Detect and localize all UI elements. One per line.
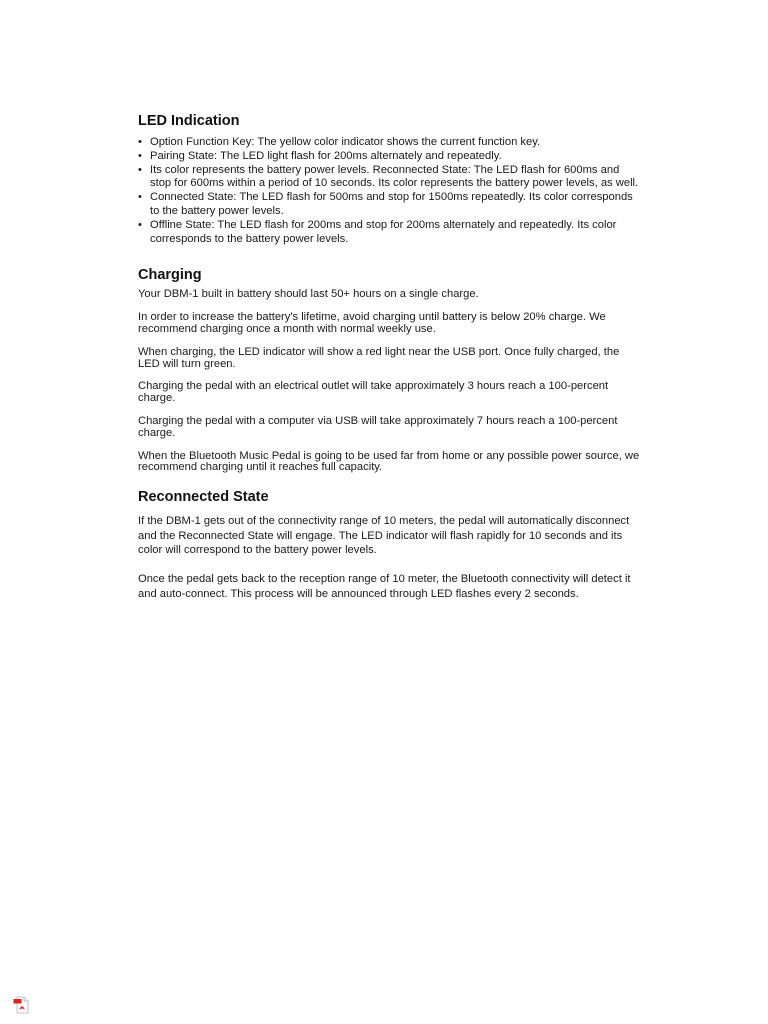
list-item: • Connected State: The LED flash for 500ms and stop for 1500ms repeatedly. Its color corresponds to the battery power levels. xyxy=(138,191,643,219)
pdf-file-icon[interactable] xyxy=(13,996,31,1014)
list-item: • Its color represents the battery power levels. Reconnected State: The LED flash for 600ms and stop for 600ms within a period of 10 seconds. Its color represents the battery power levels, as well. xyxy=(138,164,643,192)
paragraph: Your DBM-1 built in battery should last 50+ hours on a single charge. xyxy=(138,288,479,301)
list-item: • Option Function Key: The yellow color indicator shows the current function key. xyxy=(138,136,643,150)
paragraph: Once the pedal gets back to the reception range of 10 meter, the Bluetooth connectivity will detect it and auto-connect. This process will be announced through LED flashes every 2 seconds. xyxy=(138,572,631,600)
section-charging xyxy=(138,266,643,474)
section-title-reconnected-state: Reconnected State xyxy=(138,489,269,506)
led-indication-list xyxy=(138,136,643,246)
paragraph: Charging the pedal with an electrical outlet will take approximately 3 hours reach a 100-percent charge. xyxy=(138,380,609,405)
document-page xyxy=(138,112,643,615)
section-led-indication xyxy=(138,112,643,246)
section-title-charging: Charging xyxy=(138,267,202,284)
pdf-file-icon-graphic xyxy=(13,996,31,1014)
list-item: • Pairing State: The LED light flash for 200ms alternately and repeatedly. xyxy=(138,150,643,164)
list-item: • Offline State: The LED flash for 200ms and stop for 200ms alternately and repeatedly. Its color corresponds to the battery power levels. xyxy=(138,219,643,247)
section-title-led-indication: LED Indication xyxy=(138,113,240,129)
section-reconnected-state xyxy=(138,488,643,601)
paragraph: If the DBM-1 gets out of the connectivity range of 10 meters, the pedal will automatically disconnect and the Reconnected State will engage. The LED indicator will flash rapidly for 10 seconds and its color will correspond to the battery power levels. xyxy=(138,515,630,557)
paragraph: Charging the pedal with a computer via USB will take approximately 7 hours reach a 100-percent charge. xyxy=(138,414,618,439)
paragraph: In order to increase the battery's lifetime, avoid charging until battery is below 20% charge. We recommend charging once a month with normal weekly use. xyxy=(138,311,606,335)
paragraph: When charging, the LED indicator will show a red light near the USB port. Once fully charged, the LED will turn green. xyxy=(138,345,620,370)
paragraph: When the Bluetooth Music Pedal is going to be used far from home or any possible power source, we recommend charging until it reaches full capacity. xyxy=(138,449,640,474)
